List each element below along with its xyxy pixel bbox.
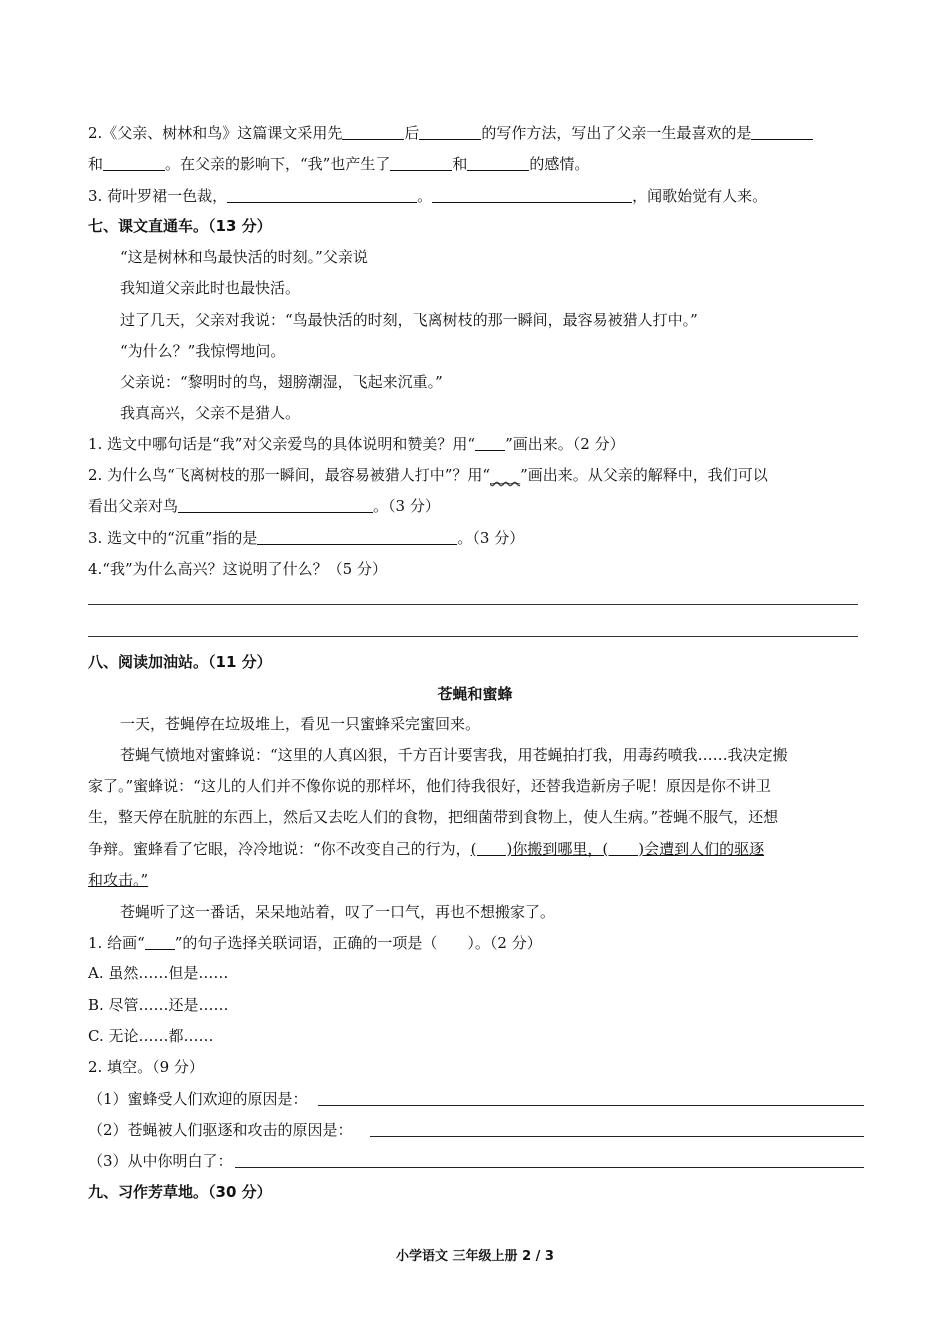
answer-blank[interactable] bbox=[751, 123, 813, 140]
page-footer: 小学语文 三年级上册 2 / 3 bbox=[396, 1249, 554, 1264]
answer-blank[interactable] bbox=[467, 154, 529, 171]
q8-1: 1. 给画“ ”的句子选择关联词语，正确的一项是（ ）。（2 分） bbox=[88, 934, 542, 952]
q8-1-option-a[interactable]: A. 虽然……但是…… bbox=[88, 964, 229, 982]
q8-1-option-b[interactable]: B. 尽管……还是…… bbox=[88, 996, 229, 1014]
q8-1-option-c[interactable]: C. 无论……都…… bbox=[88, 1027, 214, 1045]
q6-3-line: 3. 荷叶罗裙一色裁， 。 ，闻歌始觉有人来。 bbox=[88, 187, 768, 205]
passage-8-p3: 苍蝇听了这一番话，呆呆地站着，叹了一口气，再也不想搬家了。 bbox=[120, 903, 556, 921]
underlined-sentence: 和攻击。” bbox=[88, 871, 149, 889]
passage-8-p2-line2: 家了。”蜜蜂说：“这儿的人们并不像你说的那样坏，他们待我很好，还替我造新房子呢！原因是你不讲卫 bbox=[88, 777, 771, 795]
answer-blank[interactable] bbox=[432, 186, 632, 203]
q6-2-line2: 和 。在父亲的影响下，“我”也产生了 和 的感情。 bbox=[88, 155, 590, 173]
answer-blank[interactable] bbox=[227, 186, 417, 203]
answer-blank[interactable] bbox=[342, 123, 404, 140]
answer-blank[interactable] bbox=[419, 123, 481, 140]
q7-2-line1: 2. 为什么鸟“飞离树枝的那一瞬间，最容易被猎人打中”？用“____”画出来。从父亲的解释中，我们可以 bbox=[88, 466, 768, 484]
passage-7-p4: “为什么？”我惊愕地问。 bbox=[120, 342, 286, 360]
section-9-heading: 九、习作芳草地。（30 分） bbox=[88, 1183, 272, 1201]
section-7-heading: 七、课文直通车。（13 分） bbox=[88, 217, 272, 235]
passage-8-title: 苍蝇和蜜蜂 bbox=[437, 685, 513, 703]
answer-blank[interactable] bbox=[103, 154, 165, 171]
q7-3: 3. 选文中的“沉重”指的是 。（3 分） bbox=[88, 529, 525, 547]
passage-7-p2: 我知道父亲此时也最快活。 bbox=[120, 279, 301, 297]
q7-4: 4.“我”为什么高兴？这说明了什么？（5 分） bbox=[88, 560, 387, 578]
underlined-sentence: ( )你搬到哪里，( )会遭到人们的驱逐 bbox=[470, 840, 765, 858]
q8-2-3: （3）从中你明白了： bbox=[88, 1152, 233, 1170]
q7-1: 1. 选文中哪句话是“我”对父亲爱鸟的具体说明和赞美？用“ ”画出来。（2 分） bbox=[88, 435, 625, 453]
q7-2-line2: 看出父亲对鸟 。（3 分） bbox=[88, 497, 440, 515]
passage-8-p1: 一天，苍蝇停在垃圾堆上，看见一只蜜蜂采完蜜回来。 bbox=[120, 715, 481, 733]
answer-line[interactable] bbox=[318, 1105, 864, 1106]
answer-line[interactable] bbox=[235, 1167, 864, 1168]
wavy-line-sample: ____ bbox=[490, 466, 521, 484]
section-8-heading: 八、阅读加油站。（11 分） bbox=[88, 653, 272, 671]
q6-2-line1: 2.《父亲、树林和鸟》这篇课文采用先 后 的写作方法，写出了父亲一生最喜欢的是 bbox=[88, 123, 868, 145]
answer-blank[interactable] bbox=[178, 496, 373, 513]
passage-8-p2-line4: 争辩。蜜蜂看了它眼，冷冷地说：“你不改变自己的行为，( )你搬到哪里，( )会遭到人们的驱逐 bbox=[88, 840, 765, 858]
passage-7-p6: 我真高兴，父亲不是猎人。 bbox=[120, 404, 301, 422]
answer-line[interactable] bbox=[370, 1136, 864, 1137]
answer-line[interactable] bbox=[88, 636, 858, 637]
passage-8-p2-line1: 苍蝇气愤地对蜜蜂说：“这里的人真凶狠，千方百计要害我，用苍蝇拍打我，用毒药喷我……我决定搬 bbox=[120, 746, 788, 764]
answer-blank[interactable] bbox=[257, 528, 457, 545]
passage-7-p3: 过了几天，父亲对我说：“鸟最快活的时刻，飞离树枝的那一瞬间，最容易被猎人打中。” bbox=[120, 311, 698, 329]
passage-8-p2-line3: 生，整天停在肮脏的东西上，然后又去吃人们的食物，把细菌带到食物上，使人生病。”苍蝇不服气，还想 bbox=[88, 808, 779, 826]
q8-2: 2. 填空。（9 分） bbox=[88, 1058, 204, 1076]
passage-7-p5: 父亲说：“黎明时的鸟，翅膀潮湿，飞起来沉重。” bbox=[120, 373, 443, 391]
q8-2-2: （2）苍蝇被人们驱逐和攻击的原因是： bbox=[88, 1121, 353, 1139]
passage-7-p1: “这是树林和鸟最快活的时刻。”父亲说 bbox=[120, 248, 368, 266]
underline-sample bbox=[145, 933, 175, 950]
answer-blank[interactable] bbox=[390, 154, 452, 171]
underline-sample bbox=[475, 434, 505, 451]
answer-line[interactable] bbox=[88, 604, 858, 605]
passage-8-p2-line5 bbox=[88, 870, 868, 892]
q8-2-1: （1）蜜蜂受人们欢迎的原因是： bbox=[88, 1090, 308, 1108]
